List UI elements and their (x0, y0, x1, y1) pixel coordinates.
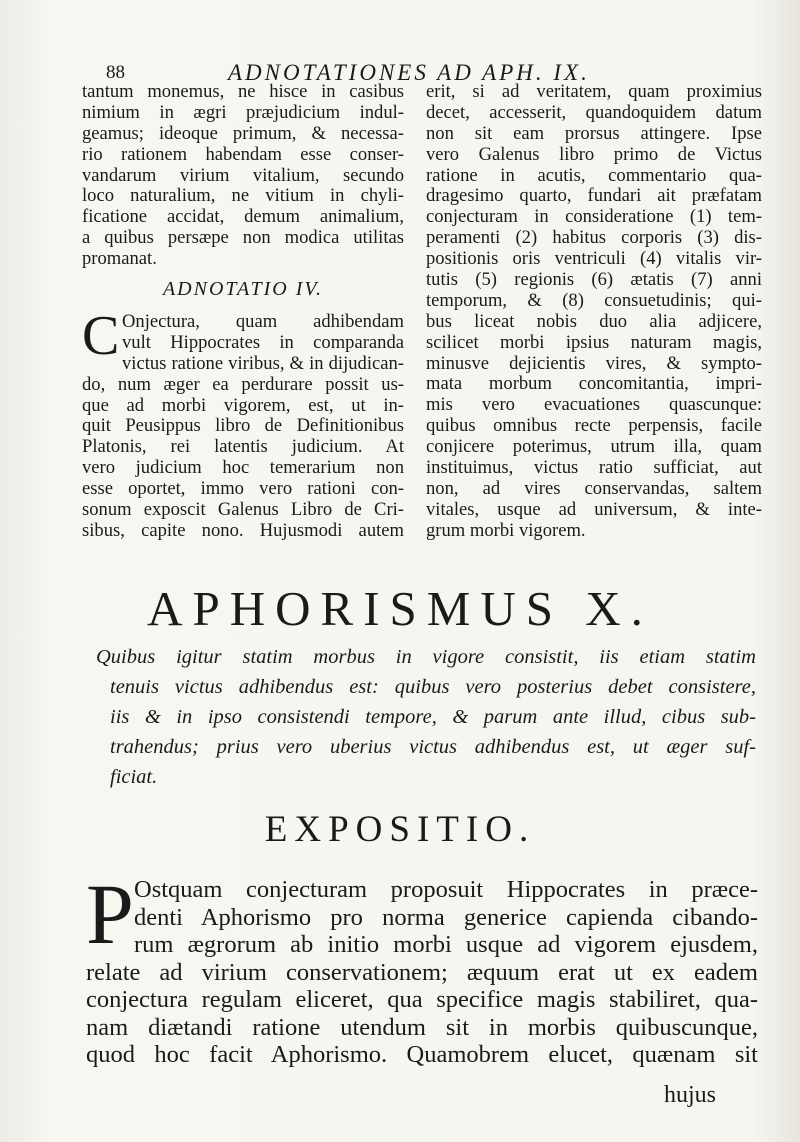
text-line: non sit eam prorsus attingere. Ipse (426, 122, 762, 144)
text-line: bus liceat nobis duo alia adjicere, (426, 310, 762, 332)
adnotatio-iv-paragraph (82, 305, 404, 542)
text-line: conjectura regulam eliceret, qua specifice magis stabiliret, qua- (86, 986, 758, 1013)
text-line: a quibus persæpe non modica utilitas (82, 227, 404, 249)
expositio-heading: EXPOSITIO. (264, 809, 536, 850)
text-line: iis & in ipso consistendi tempore, & parum ante illud, cibus sub- (110, 706, 756, 728)
text-line: Quibus igitur statim morbus in vigore consistit, iis etiam statim (96, 646, 756, 668)
text-line: minusve dejicientis vires, & sympto- (426, 352, 762, 374)
text-line: tutis (5) regionis (6) ætatis (7) anni (426, 269, 762, 291)
text-line: quibus omnibus recte perpensis, facile (426, 415, 762, 437)
text-line: quod hoc facit Aphorismo. Quamobrem elucet, quænam sit (86, 1041, 758, 1068)
text-line: scilicet morbi ipsius naturam magis, (426, 331, 762, 353)
running-title: ADNOTATIONES AD APH. IX. (228, 60, 590, 85)
catchword: hujus (664, 1082, 717, 1108)
text-line: Platonis, rei latentis judicium. At (82, 436, 404, 458)
text-line: loco naturalium, ne vitium in chyli- (82, 185, 404, 207)
text-line: victus ratione viribus, & in dijudican- (122, 352, 404, 374)
aphorism-heading: APHORISMUS X. (147, 581, 653, 636)
text-line: nam diætandi ratione utendum sit in morbis quibuscunque, (86, 1013, 758, 1041)
text-line: quit Peusippus libro de Definitionibus (82, 415, 404, 437)
text-line: geamus; ideoque primum, & necessa- (82, 122, 404, 144)
text-line: rio rationem habendam esse conser- (82, 143, 404, 165)
aphorism-text (96, 642, 756, 792)
text-line: sonum exposcit Galenus Libro de Cri- (82, 499, 404, 521)
text-line: do, num æger ea perdurare possit us- (82, 373, 404, 395)
text-line: ratione in acutis, commentario qua- (426, 164, 762, 186)
text-line: relate ad virium conservationem; æquum erat ut ex eadem (86, 958, 758, 986)
text-line: dragesimo quarto, fundari ait præfatam (426, 185, 762, 207)
text-line: vult Hippocrates in comparanda (122, 331, 404, 353)
text-line: sibus, capite nono. Hujusmodi autem (82, 519, 404, 541)
text-line: vero Galenus libro primo de Victus (426, 143, 762, 165)
adnotatio-iii-continuation (82, 82, 404, 270)
drop-cap: C (82, 305, 120, 368)
page-number: 88 (106, 62, 125, 83)
text-line: mata morbum concomitantia, impri- (426, 373, 762, 395)
expositio-paragraph (86, 866, 758, 1069)
text-line: ficatione accidat, demum animalium, (82, 206, 404, 228)
text-line: que ad morbi vigorem, est, ut in- (82, 394, 404, 416)
text-line: vitales, usque ad universum, & inte- (426, 498, 762, 520)
right-column (426, 82, 762, 542)
text-line: temporum, & (8) consuetudinis; qui- (426, 289, 762, 311)
text-line: peramenti (2) habitus corporis (3) dis- (426, 227, 762, 249)
text-line: vero judicium hoc temerarium non (82, 457, 404, 479)
text-line: Onjectura, quam adhibendam (122, 311, 404, 333)
text-line: Ostquam conjecturam proposuit Hippocrates in præce- (134, 876, 758, 903)
text-line: ficiat. (110, 766, 158, 788)
text-line: promanat. (82, 248, 157, 270)
text-line: erit, si ad veritatem, quam proximius (426, 81, 762, 102)
text-line: decet, accesserit, quandoquidem datum (426, 101, 762, 123)
text-line: tantum monemus, ne hisce in casibus (82, 81, 404, 102)
text-line: trahendus; prius vero uberius victus adhibendus est, ut æger suf- (110, 736, 756, 758)
adnotatio-heading: ADNOTATIO IV. (162, 278, 324, 301)
text-line: grum morbi vigorem. (426, 519, 586, 541)
text-line: non, ad vires conservandas, saltem (426, 477, 762, 499)
text-line: positionis oris ventriculi (4) vitalis vir- (426, 248, 762, 270)
text-line: nimium in ægri præjudicium indul- (82, 101, 404, 123)
text-line: denti Aphorismo pro norma generice capienda cibando- (134, 903, 758, 931)
text-line: esse oportet, immo vero rationi con- (82, 478, 404, 500)
text-line: conjecturam in consideratione (1) tem- (426, 206, 762, 228)
text-line: mis vero evacuationes quascunque: (426, 394, 762, 416)
text-line: vandarum virium vitalium, secundo (82, 164, 404, 186)
text-line: instituimus, victus ratio sufficiat, aut (426, 457, 762, 479)
left-column (82, 82, 404, 542)
text-line: rum ægrorum ab initio morbi usque ad vigorem ejusdem, (134, 931, 758, 958)
text-line: conjicere poterimus, utrum illa, quam (426, 436, 762, 458)
drop-cap: P (86, 866, 134, 962)
text-line: tenuis victus adhibendus est: quibus vero posterius debet consistere, (110, 676, 756, 698)
